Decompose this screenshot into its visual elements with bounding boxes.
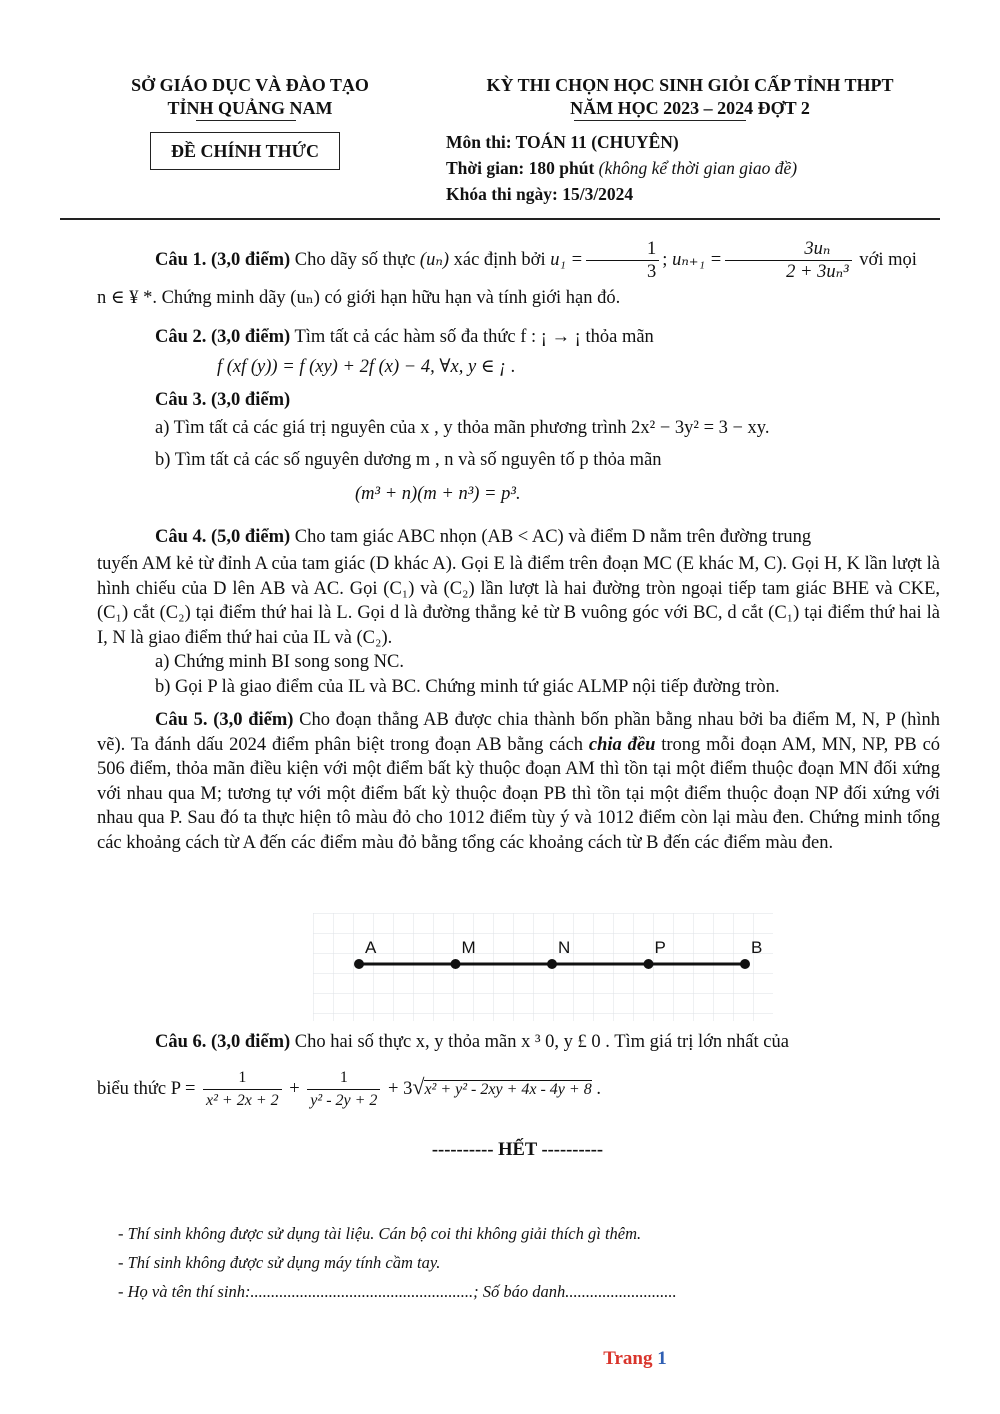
q3-b-equation: (m³ + n)(m + n³) = p³. xyxy=(355,484,521,504)
q6-plus: + xyxy=(289,1078,300,1099)
page-number xyxy=(0,1348,1000,1370)
q1-u1: u₁ = xyxy=(550,250,584,270)
q1-rec-num: 3uₙ xyxy=(725,238,852,261)
q5-emphasis: chia đều xyxy=(588,734,656,755)
point-label-m: M xyxy=(461,938,476,957)
end-mark: ---------- HẾT ---------- xyxy=(431,1140,604,1160)
q6-fraction-1 xyxy=(203,1067,282,1112)
header-divider xyxy=(60,218,940,220)
point-n xyxy=(547,959,557,969)
official-exam-box: ĐỀ CHÍNH THỨC xyxy=(150,132,340,170)
q4-text1: Cho tam giác ABC nhọn (AB < AC) và điểm D nằm trên đường trung xyxy=(294,526,812,547)
q3-part-a: a) Tìm tất cả các giá trị nguyên của x , y thỏa mãn phương trình 2x² − 3y² = 3 − xy. xyxy=(155,418,770,438)
exam-title xyxy=(430,74,950,120)
q4-text2: tuyến AM kẻ từ đỉnh A của tam giác (D khác A). Gọi E là điểm trên đoạn MC (E khác M, C). Gọi H, K lần lượt là hình chiếu của D lên AB và AC. Gọi (C₁) và (C₂) lần lượt là hai đường tròn ngoại tiếp tam giác BHE và CKE, (C₁) cắt (C₂) tại điểm thứ hai là L. Gọi d là đường thẳng kẻ từ B vuông góc với BC, d cắt (C₁) tại điểm thứ hai là I, N là giao điểm thứ hai của IL và (C₂). xyxy=(97,554,940,648)
q1-sequence: (uₙ) xyxy=(419,250,449,270)
q5-label: Câu 5. (3,0 điểm) xyxy=(155,710,294,730)
q1-u1-den: 3 xyxy=(647,262,657,283)
question-2 xyxy=(97,325,940,350)
q6-f1-num: 1 xyxy=(203,1067,282,1090)
q5-text-a: Cho đoạn thẳng AB được chia thành bốn phần bằng nhau bởi ba điểm M, N, P (hình vẽ). Ta đánh dấu 2024 điểm phân biệt trong đoạn AB bằng cách xyxy=(97,710,940,755)
q6-root-coef: + 3 xyxy=(388,1078,413,1099)
q6-prefix: biểu thức P = xyxy=(97,1078,196,1099)
point-a xyxy=(354,959,364,969)
q6-root-body: x² + y² - 2xy + 4x - 4y + 8 xyxy=(424,1080,592,1098)
q6-f1-den: x² + 2x + 2 xyxy=(206,1091,279,1109)
q3-part-b: b) Tìm tất cả các số nguyên dương m , n và số nguyên tố p thỏa mãn xyxy=(155,449,662,470)
question-5 xyxy=(97,708,940,855)
q1-text2: xác định bởi xyxy=(453,250,546,270)
year-underline xyxy=(574,120,746,121)
point-label-p: P xyxy=(654,938,666,957)
exam-title-line1: KỲ THI CHỌN HỌC SINH GIỎI CẤP TỈNH THPT xyxy=(486,75,894,95)
q6-f2-den: y² - 2y + 2 xyxy=(310,1091,378,1109)
footer-note-1: - Thí sinh không được sử dụng tài liệu. Cán bộ coi thi không giải thích gì thêm. xyxy=(118,1224,642,1243)
point-p xyxy=(644,959,654,969)
point-label-b: B xyxy=(751,938,763,957)
q4-part-a: a) Chứng minh BI song song NC. xyxy=(155,652,404,672)
grid-background xyxy=(313,913,773,1021)
date-label: Khóa thi ngày: 15/3/2024 xyxy=(446,184,634,204)
department-line1: SỞ GIÁO DỤC VÀ ĐÀO TẠO xyxy=(131,75,369,95)
q1-text: Cho dãy số thực xyxy=(294,250,416,270)
question-4 xyxy=(97,525,940,550)
q6-end: . xyxy=(596,1078,601,1099)
footer-note-3: - Họ và tên thí sinh:......................................................; Số báo danh........................... xyxy=(118,1282,677,1301)
q1-sep: ; xyxy=(662,250,668,270)
q5-text-b: trong mỗi đoạn AM, MN, NP, PB có 506 điểm, thỏa mãn điều kiện với một điểm bất kỳ thuộc đoạn AM thì tồn tại một điểm thuộc đoạn MN đối xứng với nhau qua M; tương tự với một điểm bất kỳ thuộc đoạn PB thì tồn tại một điểm thuộc đoạn NP đối xứng với nhau qua P. Sau đó ta thực hiện tô màu đỏ cho 1012 điểm tùy ý và 1012 điểm còn lại màu đen. Chứng minh tổng các khoảng cách từ A đến các điểm màu đỏ bằng tổng các khoảng cách từ B đến các điểm màu đen. xyxy=(97,734,941,853)
point-label-n: N xyxy=(558,938,571,957)
question-1-line2: n ∈ ¥ *. Chứng minh dãy (uₙ) có giới hạn hữu hạn và tính giới hạn đó. xyxy=(97,288,621,308)
point-b xyxy=(740,959,750,969)
footer-notes xyxy=(118,1219,938,1306)
exam-body xyxy=(97,230,940,855)
question-6 xyxy=(97,1030,940,1055)
q1-u1-fraction xyxy=(586,238,659,283)
q1-u1-num: 1 xyxy=(586,238,659,261)
subject-label: Môn thi: TOÁN 11 (CHUYÊN) xyxy=(446,132,679,152)
q6-expression xyxy=(97,1061,940,1116)
province-line: TỈNH QUẢNG NAM xyxy=(167,98,333,118)
q4-part-b: b) Gọi P là giao điểm của IL và BC. Chứng minh tứ giác ALMP nội tiếp đường tròn. xyxy=(155,676,780,697)
q1-label: Câu 1. (3,0 điểm) xyxy=(155,250,291,270)
segment-figure xyxy=(313,913,773,1021)
exam-meta xyxy=(446,129,966,207)
school-year-line: NĂM HỌC 2023 – 2024 ĐỢT 2 xyxy=(570,98,810,118)
point-m xyxy=(451,959,461,969)
sqrt-icon: √ xyxy=(412,1073,425,1099)
q1-rec-den: 2 + 3uₙ³ xyxy=(786,262,849,283)
q6-fraction-2 xyxy=(307,1067,380,1112)
q2-text: Tìm tất cả các hàm số đa thức f : ¡ → ¡ thỏa mãn xyxy=(294,326,654,347)
q1-text3: với mọi xyxy=(859,250,917,270)
time-line: Thời gian: 180 phút (không kể thời gian giao đề) xyxy=(446,158,798,178)
province-underline xyxy=(196,120,296,121)
q6-text1: Cho hai số thực x, y thỏa mãn x ³ 0, y £ 0 . Tìm giá trị lớn nhất của xyxy=(294,1032,789,1052)
question-1 xyxy=(97,230,940,290)
question-3 xyxy=(97,388,940,413)
footer-note-2: - Thí sinh không được sử dụng máy tính cầm tay. xyxy=(118,1253,441,1272)
page-number-value: 1 xyxy=(657,1348,667,1369)
point-label-a: A xyxy=(365,938,377,957)
q6-label: Câu 6. (3,0 điểm) xyxy=(155,1032,291,1052)
page-label: Trang xyxy=(603,1348,653,1369)
q1-recurrence: uₙ₊₁ = xyxy=(672,250,723,270)
department-name xyxy=(100,74,400,120)
q1-rec-fraction xyxy=(725,238,852,283)
q6-f2-num: 1 xyxy=(307,1067,380,1090)
q2-label: Câu 2. (3,0 điểm) xyxy=(155,326,291,347)
q2-equation: f (xf (y)) = f (xy) + 2f (x) − 4, ∀x, y ∈ ¡ . xyxy=(217,357,516,377)
q4-label: Câu 4. (5,0 điểm) xyxy=(155,526,291,547)
question-6-block xyxy=(97,1030,940,1116)
q3-label: Câu 3. (3,0 điểm) xyxy=(155,389,291,410)
